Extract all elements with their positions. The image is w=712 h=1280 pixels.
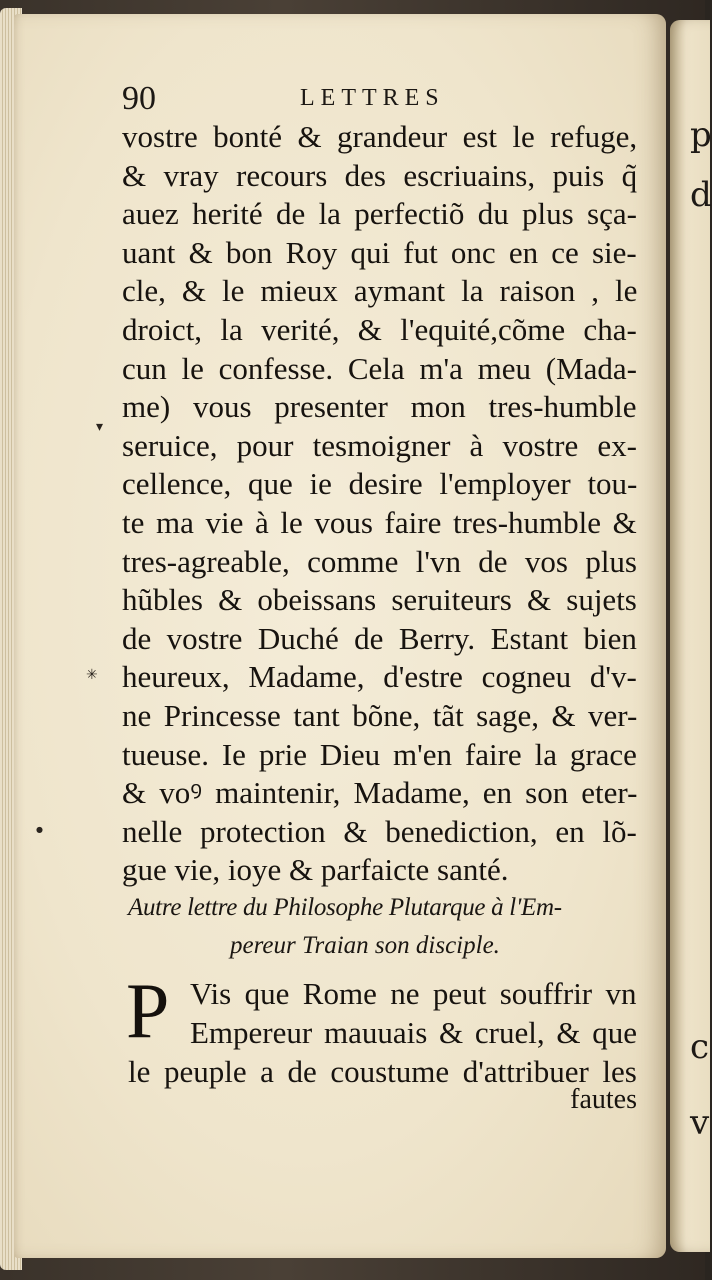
facing-page-glyph: v (690, 1103, 710, 1143)
text-line: ne Princesse tant bõne, tãt sage, & ver- (122, 697, 638, 733)
text-line: uant & bon Roy qui fut onc en ce sie- (122, 234, 637, 270)
text-line: Empereur mauuais & cruel, & que (190, 1015, 637, 1050)
text-line: tres-agreable, comme l'vn de vos plus (122, 543, 637, 579)
facing-page-glyph: p (690, 115, 712, 155)
section-heading-line: Autre lettre du Philosophe Plutarque à l'Em- (128, 894, 562, 921)
text-line: tueuse. Ie prie Dieu m'en faire la grace (122, 736, 637, 772)
section-heading-line: pereur Traian son disciple. (230, 932, 500, 959)
margin-mark-icon: ✳ (86, 667, 98, 683)
drop-cap: P (126, 967, 170, 1054)
letter-text (128, 1052, 637, 1091)
text-line: heureux, Madame, d'estre cogneu d'v- (122, 659, 637, 695)
text-line: cellence, que ie desire l'employer tou- (122, 466, 638, 502)
text-line: & vray recours des escriuains, puis q̃ (122, 157, 638, 193)
text-line: le peuple a de coustume d'attribuer les (128, 1054, 637, 1089)
text-line: droict, la verité, & l'equité,cõme cha- (122, 311, 637, 347)
text-line: de vostre Duché de Berry. Estant bien (122, 620, 637, 656)
text-line: auez herité de la perfectiõ du plus sça- (122, 196, 637, 232)
text-line: nelle protection & benediction, en lõ- (122, 813, 637, 849)
facing-page-glyph: c (690, 1027, 710, 1067)
text-line: cle, & le mieux aymant la raison , le (122, 273, 638, 309)
text-line: seruice, pour tesmoigner à vostre ex- (122, 427, 637, 463)
page-number: 90 (122, 80, 156, 117)
catchword: fautes (570, 1084, 637, 1115)
text-line: cun le confesse. Cela m'a meu (Mada- (122, 350, 637, 386)
margin-mark-icon: ▾ (96, 419, 104, 435)
text-line: vostre bonté & grandeur est le refuge, (122, 119, 638, 154)
text-line: Vis que Rome ne peut souffrir vn (190, 976, 637, 1011)
body-text (122, 118, 637, 890)
text-line: te ma vie à le vous faire tres-humble & (122, 504, 637, 540)
text-line: hũbles & obeissans seruiteurs & sujets (122, 582, 637, 618)
text-line: me) vous presenter mon tres-humble (122, 389, 637, 425)
text-line: & voꝰ maintenir, Madame, en son eter- (122, 775, 638, 811)
running-head: LETTRES (300, 85, 445, 111)
text-line: gue vie, ioye & parfaicte santé. (122, 852, 509, 888)
margin-mark-icon: ● (36, 825, 43, 834)
letter-text (190, 974, 637, 1052)
facing-page-glyph: d (690, 175, 712, 215)
